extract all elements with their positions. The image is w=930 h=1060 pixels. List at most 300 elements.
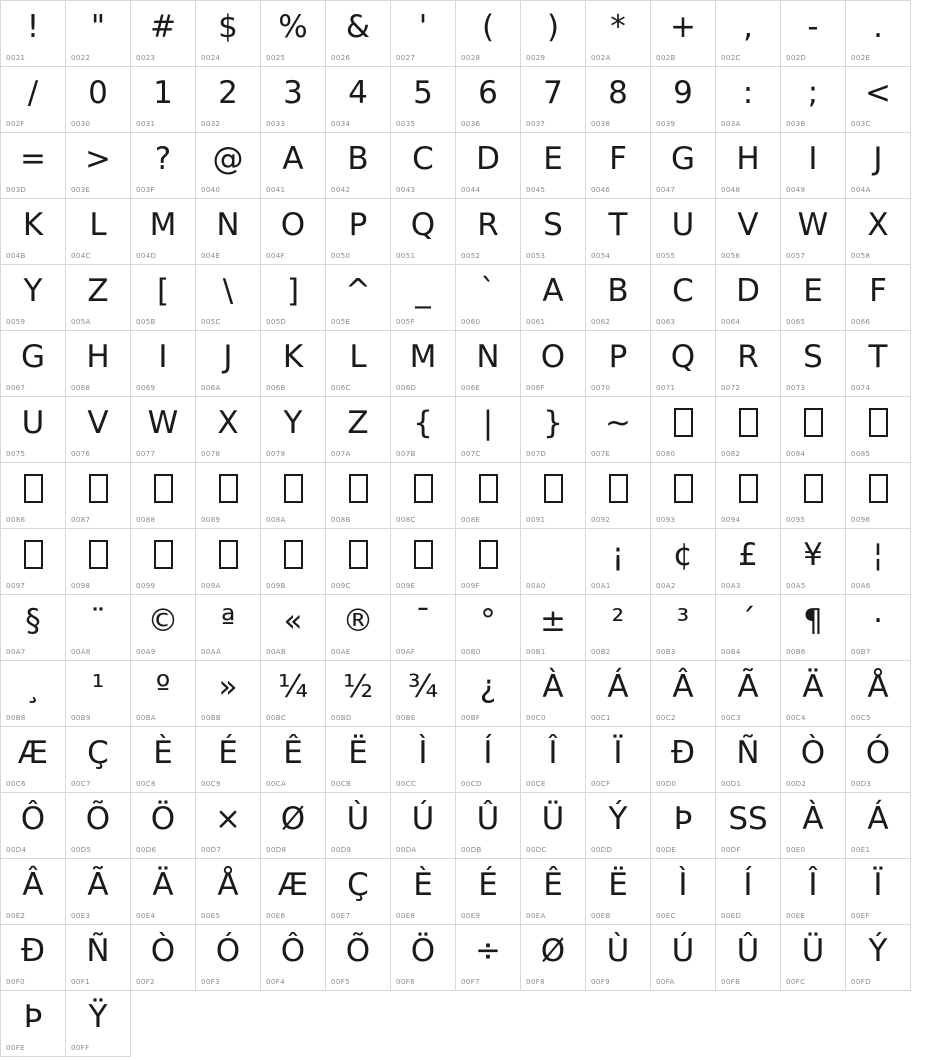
glyph-cell[interactable] [586,463,651,529]
glyph-cell[interactable] [586,529,651,595]
glyph-cell[interactable] [261,265,326,331]
glyph-cell[interactable] [196,1,261,67]
glyph-cell[interactable] [781,1,846,67]
glyph-character: Ã [737,669,759,705]
glyph-cell[interactable] [131,199,196,265]
glyph-codepoint: 00EE [786,912,806,920]
glyph-codepoint: 00A2 [656,582,676,590]
glyph-cell[interactable] [716,595,781,661]
glyph-character: P [608,339,628,375]
glyph-cell[interactable] [66,727,131,793]
glyph-cell[interactable] [586,397,651,463]
glyph-cell[interactable] [196,529,261,595]
glyph-cell[interactable] [66,661,131,727]
glyph-codepoint: 00C6 [6,780,26,788]
glyph-cell[interactable] [261,199,326,265]
glyph-codepoint: 0027 [396,54,416,62]
glyph-codepoint: 00D4 [6,846,27,854]
glyph-cell[interactable] [326,133,391,199]
glyph-cell[interactable] [261,661,326,727]
glyph-cell[interactable] [326,793,391,859]
glyph-cell[interactable] [456,199,521,265]
glyph-cell[interactable] [1,199,66,265]
glyph-character: É [478,867,498,903]
glyph-cell[interactable] [1,661,66,727]
glyph-cell[interactable] [391,529,456,595]
glyph-codepoint: 005A [71,318,91,326]
glyph-character: K [282,339,304,375]
glyph-character: [ [156,273,170,309]
glyph-cell[interactable] [846,661,911,727]
glyph-cell[interactable] [716,67,781,133]
glyph-cell[interactable] [196,859,261,925]
glyph-cell[interactable] [846,925,911,991]
glyph-cell[interactable] [716,265,781,331]
glyph-cell[interactable] [391,859,456,925]
notdef-box-icon [349,474,368,503]
glyph-cell[interactable] [521,793,586,859]
glyph-cell[interactable] [651,925,716,991]
glyph-codepoint: 00BF [461,714,481,722]
glyph-cell[interactable] [456,397,521,463]
glyph-codepoint: 00AE [331,648,351,656]
glyph-cell[interactable] [1,331,66,397]
glyph-cell[interactable] [196,463,261,529]
glyph-cell[interactable] [586,67,651,133]
glyph-cell[interactable] [391,133,456,199]
glyph-cell[interactable] [66,595,131,661]
glyph-cell[interactable] [131,859,196,925]
glyph-cell[interactable] [586,661,651,727]
glyph-cell[interactable] [261,463,326,529]
glyph-cell[interactable] [196,925,261,991]
glyph-cell[interactable] [66,925,131,991]
glyph-cell[interactable] [196,199,261,265]
glyph-cell[interactable] [781,859,846,925]
glyph-codepoint: 0046 [591,186,611,194]
glyph-cell[interactable] [326,595,391,661]
glyph-cell[interactable] [131,67,196,133]
glyph-cell[interactable] [261,67,326,133]
glyph-cell[interactable] [456,529,521,595]
glyph-cell[interactable] [521,661,586,727]
glyph-character: Q [410,207,436,243]
glyph-cell[interactable] [781,133,846,199]
glyph-cell[interactable] [651,595,716,661]
notdef-box-icon [219,540,238,569]
glyph-character [846,401,910,445]
glyph-cell[interactable] [586,133,651,199]
glyph-cell[interactable] [651,133,716,199]
notdef-box-icon [804,474,823,503]
glyph-cell[interactable] [391,199,456,265]
glyph-cell[interactable] [326,67,391,133]
glyph-codepoint: 0029 [526,54,546,62]
glyph-codepoint: 0051 [396,252,416,260]
glyph-cell[interactable] [456,595,521,661]
glyph-codepoint: 0099 [136,582,156,590]
glyph-cell[interactable] [196,133,261,199]
glyph-cell[interactable] [456,133,521,199]
glyph-cell[interactable] [66,265,131,331]
glyph-cell[interactable] [1,925,66,991]
glyph-cell[interactable] [196,397,261,463]
glyph-cell[interactable] [326,265,391,331]
glyph-codepoint: 0042 [331,186,351,194]
glyph-character: T [868,339,888,375]
glyph-character: Å [217,867,239,903]
glyph-cell[interactable] [456,265,521,331]
glyph-cell[interactable] [196,727,261,793]
notdef-box-icon [284,474,303,503]
glyph-cell[interactable] [196,265,261,331]
glyph-cell[interactable] [66,991,131,1057]
glyph-cell[interactable] [651,397,716,463]
glyph-codepoint: 002D [786,54,807,62]
glyph-cell[interactable] [521,463,586,529]
glyph-cell[interactable] [66,793,131,859]
glyph-cell[interactable] [846,595,911,661]
glyph-cell[interactable] [521,331,586,397]
glyph-cell[interactable] [716,331,781,397]
glyph-cell[interactable] [131,133,196,199]
glyph-cell[interactable] [261,529,326,595]
glyph-cell[interactable] [781,925,846,991]
glyph-cell[interactable] [716,463,781,529]
glyph-cell[interactable] [391,1,456,67]
glyph-codepoint: 00EA [526,912,546,920]
glyph-cell[interactable] [196,793,261,859]
glyph-character: @ [212,141,244,177]
glyph-codepoint: 0067 [6,384,26,392]
glyph-cell[interactable] [456,463,521,529]
glyph-codepoint: 005C [201,318,221,326]
glyph-cell[interactable] [456,661,521,727]
glyph-codepoint: 00A9 [136,648,156,656]
glyph-character: ° [480,603,496,639]
glyph-character [456,467,520,511]
glyph-cell[interactable] [781,793,846,859]
glyph-cell[interactable] [1,133,66,199]
glyph-cell[interactable] [846,199,911,265]
glyph-cell[interactable] [1,529,66,595]
glyph-codepoint: 007A [331,450,351,458]
glyph-cell[interactable] [521,529,586,595]
glyph-cell[interactable] [391,331,456,397]
glyph-cell[interactable] [651,859,716,925]
glyph-cell[interactable] [651,661,716,727]
glyph-cell[interactable] [326,727,391,793]
glyph-cell[interactable] [651,265,716,331]
glyph-codepoint: 0038 [591,120,611,128]
glyph-codepoint: 00BD [331,714,352,722]
glyph-cell[interactable] [586,793,651,859]
glyph-cell[interactable] [1,397,66,463]
glyph-cell[interactable] [326,661,391,727]
glyph-cell[interactable] [781,595,846,661]
glyph-cell[interactable] [196,661,261,727]
glyph-character: 2 [218,75,238,111]
glyph-codepoint: 009F [461,582,480,590]
glyph-cell[interactable] [846,133,911,199]
notdef-box-icon [24,540,43,569]
glyph-cell[interactable] [131,925,196,991]
glyph-cell[interactable] [846,397,911,463]
glyph-cell[interactable] [196,331,261,397]
glyph-codepoint: 00D9 [331,846,352,854]
glyph-cell[interactable] [1,67,66,133]
glyph-cell[interactable] [1,463,66,529]
glyph-cell[interactable] [846,859,911,925]
glyph-cell[interactable] [521,133,586,199]
glyph-cell[interactable] [716,397,781,463]
glyph-cell[interactable] [846,529,911,595]
glyph-codepoint: 009E [396,582,416,590]
glyph-cell[interactable] [651,331,716,397]
glyph-character [1,467,65,511]
glyph-cell[interactable] [326,331,391,397]
glyph-cell[interactable] [261,925,326,991]
glyph-cell[interactable] [1,265,66,331]
glyph-cell[interactable] [456,925,521,991]
glyph-cell[interactable] [651,463,716,529]
glyph-cell[interactable] [66,397,131,463]
glyph-cell[interactable] [521,67,586,133]
glyph-cell[interactable] [326,1,391,67]
glyph-cell[interactable] [326,859,391,925]
glyph-cell[interactable] [1,1,66,67]
glyph-codepoint: 007C [461,450,481,458]
glyph-cell[interactable] [326,397,391,463]
glyph-cell[interactable] [131,265,196,331]
glyph-cell[interactable] [456,1,521,67]
glyph-cell[interactable] [521,595,586,661]
glyph-cell[interactable] [651,199,716,265]
glyph-character: H [736,141,760,177]
glyph-cell[interactable] [131,463,196,529]
glyph-cell[interactable] [66,199,131,265]
glyph-cell[interactable] [846,67,911,133]
glyph-cell[interactable] [781,463,846,529]
glyph-codepoint: 002B [656,54,676,62]
glyph-character [66,467,130,511]
glyph-cell[interactable] [66,463,131,529]
glyph-codepoint: 0086 [6,516,26,524]
glyph-cell[interactable] [651,727,716,793]
glyph-codepoint: 0022 [71,54,91,62]
glyph-cell[interactable] [261,793,326,859]
glyph-cell[interactable] [586,1,651,67]
glyph-cell[interactable] [131,727,196,793]
glyph-cell[interactable] [521,727,586,793]
glyph-cell[interactable] [586,199,651,265]
glyph-cell[interactable] [716,727,781,793]
glyph-cell[interactable] [1,595,66,661]
glyph-cell[interactable] [586,595,651,661]
glyph-cell[interactable] [261,133,326,199]
glyph-codepoint: 00B1 [526,648,546,656]
glyph-cell[interactable] [521,199,586,265]
glyph-cell[interactable] [326,925,391,991]
glyph-cell[interactable] [196,67,261,133]
glyph-character: H [86,339,110,375]
glyph-cell[interactable] [846,463,911,529]
glyph-cell[interactable] [586,331,651,397]
glyph-cell[interactable] [1,793,66,859]
glyph-cell[interactable] [716,925,781,991]
glyph-cell[interactable] [781,199,846,265]
glyph-character [326,467,390,511]
glyph-character: Ð [670,735,696,771]
glyph-character: 5 [413,75,433,111]
glyph-cell[interactable] [66,529,131,595]
glyph-cell[interactable] [326,529,391,595]
glyph-cell[interactable] [456,331,521,397]
notdef-box-icon [674,474,693,503]
glyph-cell[interactable] [781,397,846,463]
glyph-cell[interactable] [521,1,586,67]
glyph-cell-empty [131,991,196,1057]
glyph-cell[interactable] [846,331,911,397]
glyph-cell[interactable] [846,1,911,67]
glyph-cell[interactable] [781,67,846,133]
glyph-cell[interactable] [716,793,781,859]
glyph-cell[interactable] [521,265,586,331]
glyph-character: § [25,603,41,639]
glyph-codepoint: 00B2 [591,648,611,656]
glyph-cell[interactable] [131,397,196,463]
glyph-character: O [540,339,566,375]
glyph-cell[interactable] [716,661,781,727]
glyph-cell[interactable] [651,529,716,595]
glyph-cell[interactable] [651,1,716,67]
glyph-codepoint: 00AA [201,648,222,656]
glyph-character: X [217,405,239,441]
glyph-cell[interactable] [586,727,651,793]
glyph-codepoint: 0025 [266,54,286,62]
glyph-cell[interactable] [261,331,326,397]
glyph-character: Ý [608,801,628,837]
glyph-codepoint: 006A [201,384,221,392]
glyph-cell-empty [586,991,651,1057]
glyph-cell[interactable] [781,529,846,595]
glyph-cell[interactable] [391,793,456,859]
glyph-cell[interactable] [196,595,261,661]
glyph-cell[interactable] [391,727,456,793]
glyph-cell[interactable] [586,265,651,331]
glyph-cell[interactable] [326,199,391,265]
glyph-cell[interactable] [781,265,846,331]
glyph-cell[interactable] [391,397,456,463]
glyph-cell[interactable] [846,793,911,859]
glyph-cell[interactable] [66,67,131,133]
glyph-cell[interactable] [456,67,521,133]
glyph-cell[interactable] [391,463,456,529]
glyph-codepoint: 0062 [591,318,611,326]
glyph-codepoint: 00CF [591,780,611,788]
glyph-cell[interactable] [586,925,651,991]
glyph-cell[interactable] [131,793,196,859]
glyph-cell[interactable] [391,265,456,331]
glyph-codepoint: 00BC [266,714,287,722]
glyph-cell[interactable] [131,595,196,661]
glyph-character: ! [26,9,40,45]
glyph-codepoint: 00C9 [201,780,221,788]
glyph-cell[interactable] [261,859,326,925]
glyph-character: Ò [150,933,176,969]
glyph-cell[interactable] [846,727,911,793]
glyph-character [261,533,325,577]
glyph-cell[interactable] [781,727,846,793]
glyph-cell[interactable] [456,793,521,859]
glyph-cell[interactable] [846,265,911,331]
glyph-codepoint: 0033 [266,120,286,128]
glyph-cell[interactable] [131,529,196,595]
glyph-cell[interactable] [1,991,66,1057]
glyph-cell[interactable] [651,793,716,859]
glyph-cell[interactable] [716,199,781,265]
glyph-cell[interactable] [66,859,131,925]
glyph-cell[interactable] [521,397,586,463]
glyph-codepoint: 008A [266,516,286,524]
glyph-cell[interactable] [1,727,66,793]
glyph-cell[interactable] [1,859,66,925]
glyph-character: Y [283,405,303,441]
glyph-cell[interactable] [131,1,196,67]
glyph-character: ³ [676,603,690,639]
glyph-character: ) [546,9,560,45]
glyph-cell[interactable] [781,331,846,397]
glyph-codepoint: 0053 [526,252,546,260]
glyph-character: V [737,207,759,243]
glyph-cell[interactable] [261,397,326,463]
glyph-character: É [218,735,238,771]
glyph-cell[interactable] [716,1,781,67]
glyph-cell[interactable] [66,133,131,199]
glyph-character: Ô [20,801,46,837]
glyph-cell[interactable] [391,595,456,661]
glyph-cell[interactable] [131,331,196,397]
glyph-cell[interactable] [66,331,131,397]
glyph-character: Ñ [86,933,110,969]
glyph-cell[interactable] [521,925,586,991]
glyph-cell[interactable] [261,727,326,793]
glyph-cell[interactable] [521,859,586,925]
glyph-cell[interactable] [456,859,521,925]
glyph-cell[interactable] [261,1,326,67]
notdef-box-icon [154,540,173,569]
glyph-codepoint: 0059 [6,318,26,326]
glyph-cell[interactable] [716,529,781,595]
glyph-cell[interactable] [261,595,326,661]
glyph-codepoint: 0072 [721,384,741,392]
glyph-cell[interactable] [391,661,456,727]
glyph-codepoint: 00E8 [396,912,416,920]
glyph-cell[interactable] [781,661,846,727]
glyph-cell[interactable] [391,925,456,991]
glyph-cell[interactable] [716,859,781,925]
glyph-cell[interactable] [456,727,521,793]
glyph-character: I [158,339,168,375]
glyph-cell[interactable] [651,67,716,133]
glyph-cell[interactable] [66,1,131,67]
glyph-cell[interactable] [391,67,456,133]
glyph-character: . [873,9,883,45]
glyph-cell[interactable] [131,661,196,727]
glyph-cell[interactable] [716,133,781,199]
glyph-cell[interactable] [326,463,391,529]
glyph-cell[interactable] [586,859,651,925]
